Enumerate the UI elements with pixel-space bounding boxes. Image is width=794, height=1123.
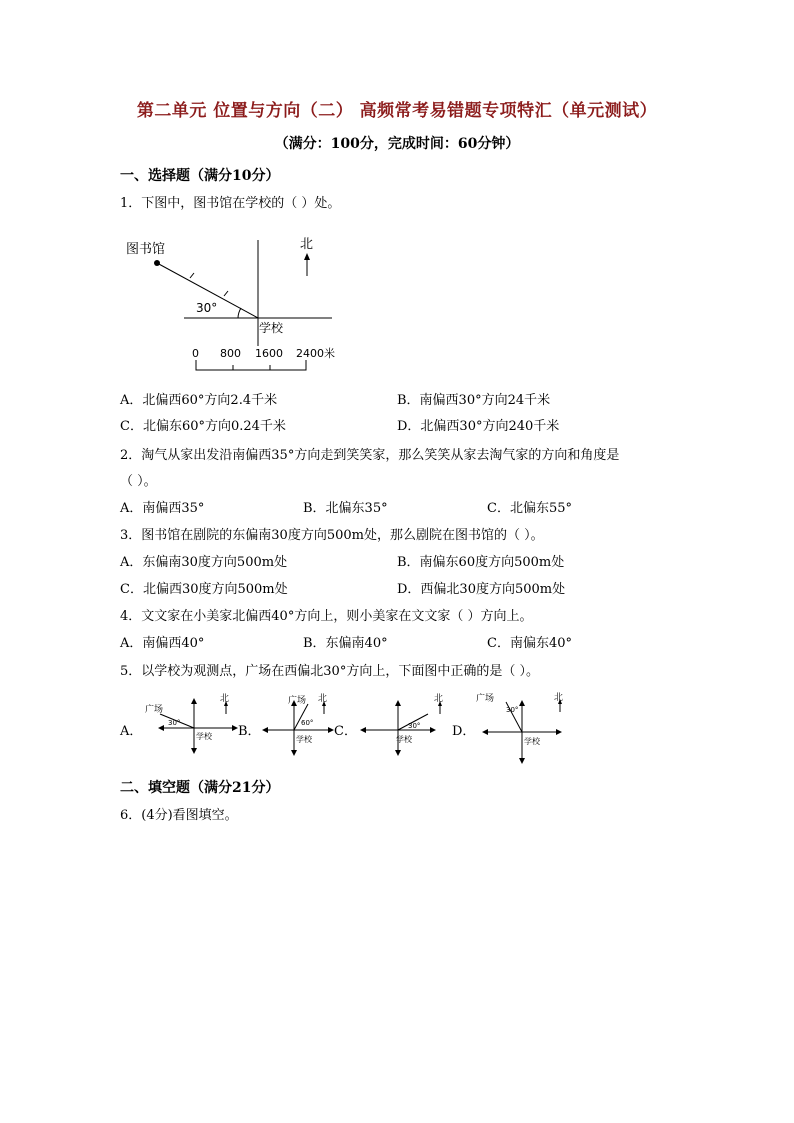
q5-option-c[interactable]: C． <box>334 724 357 739</box>
q5-figure-b <box>260 692 336 756</box>
svg-text:北: 北 <box>554 693 564 703</box>
school-label: 学校 <box>259 321 284 335</box>
q5-figure-c <box>356 692 448 756</box>
page-subtitle: （满分：100分，完成时间：60分钟） <box>274 136 520 152</box>
q4-option-c[interactable]: C．南偏东40° <box>487 636 572 651</box>
q3-option-b[interactable]: B．南偏东60度方向500m处 <box>397 555 565 570</box>
q5-option-b[interactable]: B． <box>238 724 261 739</box>
q3-option-d[interactable]: D．西偏北30度方向500m处 <box>397 582 566 597</box>
question-1-text: 1．下图中，图书馆在学校的（ ）处。 <box>120 196 341 211</box>
scale-label-2400: 2400米 <box>296 347 335 360</box>
scale-label-1600: 1600 <box>255 347 283 360</box>
question-4-text: 4．文文家在小美家北偏西40°方向上，则小美家在文文家（ ）方向上。 <box>120 609 533 624</box>
q3-option-a[interactable]: A．东偏南30度方向500m处 <box>120 555 288 570</box>
q3-option-c[interactable]: C．北偏西30度方向500m处 <box>120 582 288 597</box>
angle-arc <box>238 308 241 318</box>
section-heading-fill: 二、填空题（满分21分） <box>120 780 280 796</box>
north-label: 北 <box>300 237 314 252</box>
q5-figure-d <box>474 688 574 764</box>
svg-text:学校: 学校 <box>396 735 412 744</box>
q1-option-a[interactable]: A．北偏西60°方向2.4千米 <box>120 393 278 408</box>
scale-label-0: 0 <box>192 347 199 360</box>
svg-text:30°: 30° <box>506 706 519 714</box>
page-title: 第二单元 位置与方向（二） 高频常考易错题专项特汇（单元测试） <box>136 101 658 121</box>
tick-mark-2 <box>224 291 228 296</box>
svg-text:广场: 广场 <box>476 694 495 704</box>
q1-option-d[interactable]: D．北偏西30°方向240千米 <box>397 419 560 434</box>
north-arrow-icon <box>304 253 310 260</box>
q5-option-a[interactable]: A． <box>120 724 143 739</box>
svg-text:广场: 广场 <box>288 696 307 706</box>
scale-bar <box>196 360 306 370</box>
question-6-text: 6．(4分)看图填空。 <box>120 808 238 823</box>
svg-text:北: 北 <box>220 694 230 704</box>
svg-text:30°: 30° <box>408 722 421 730</box>
question-3-text: 3．图书馆在剧院的东偏南30度方向500m处，那么剧院在图书馆的（ ）。 <box>120 528 544 543</box>
question-2-text-cont: （ ）。 <box>120 474 157 489</box>
q4-option-b[interactable]: B．东偏南40° <box>303 636 388 651</box>
svg-text:60°: 60° <box>301 719 314 727</box>
scale-label-800: 800 <box>220 347 241 360</box>
q1-option-b[interactable]: B．南偏西30°方向24千米 <box>397 393 551 408</box>
q2-option-c[interactable]: C．北偏东55° <box>487 501 572 516</box>
svg-text:北: 北 <box>318 694 328 704</box>
svg-text:学校: 学校 <box>524 737 540 746</box>
angle-label: 30° <box>196 301 218 315</box>
svg-text:广场: 广场 <box>145 705 164 715</box>
svg-text:学校: 学校 <box>296 735 312 744</box>
question-2-text: 2．淘气从家出发沿南偏西35°方向走到笑笑家，那么笑笑从家去淘气家的方向和角度是 <box>120 448 620 463</box>
q1-figure <box>120 228 360 378</box>
q4-option-a[interactable]: A．南偏西40° <box>120 636 205 651</box>
q5-option-d[interactable]: D． <box>452 724 476 739</box>
question-5-text: 5．以学校为观测点，广场在西偏北30°方向上，下面图中正确的是（ ）。 <box>120 664 539 679</box>
section-heading-choice: 一、选择题（满分10分） <box>120 168 280 184</box>
svg-text:北: 北 <box>434 694 444 704</box>
q2-option-b[interactable]: B．北偏东35° <box>303 501 388 516</box>
tick-mark-1 <box>190 273 194 278</box>
svg-text:学校: 学校 <box>196 732 212 741</box>
library-label: 图书馆 <box>126 242 166 257</box>
q1-option-c[interactable]: C．北偏东60°方向0.24千米 <box>120 419 286 434</box>
svg-text:30°: 30° <box>168 719 181 727</box>
q5-figure-a <box>142 692 240 756</box>
q2-option-a[interactable]: A．南偏西35° <box>120 501 205 516</box>
